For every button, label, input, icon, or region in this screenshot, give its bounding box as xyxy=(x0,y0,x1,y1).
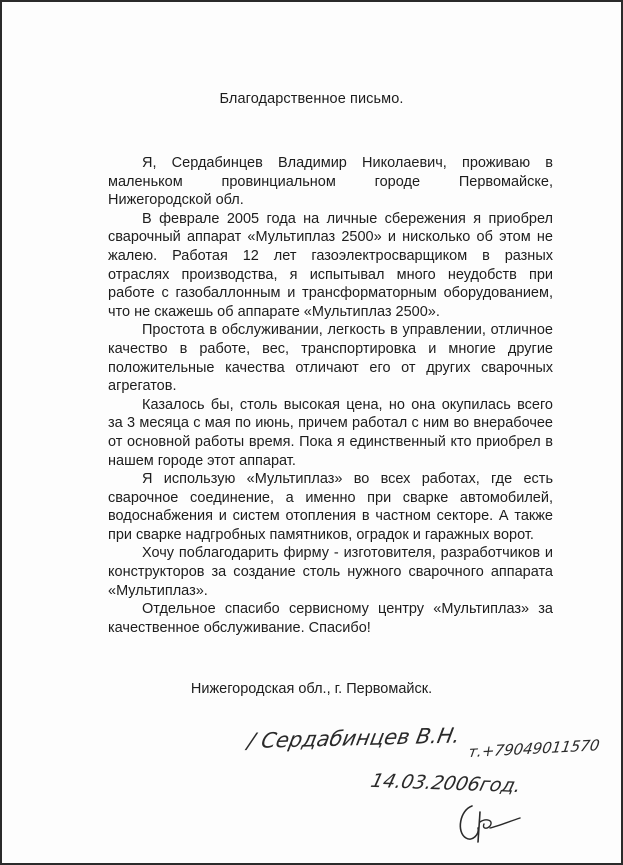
paragraph-purchase: В феврале 2005 года на личные сбережения я приобрел сварочный аппарат «Мультиплаз 2500» и нисколько об этом не жалею. Работая 12 лет газоэлектросварщиком в разных отраслях производства, я испытывал много неудобств при работе с газобаллонным и трансформаторным оборудованием, что не скажешь об аппарате «Мультиплаз 2500». xyxy=(108,210,553,320)
paragraph-intro: Я, Сердабинцев Владимир Николаевич, проживаю в маленьком провинциальном городе Первомайске, Нижегородской обл. xyxy=(108,155,553,209)
handwritten-name: / Сердабинцев В.Н. xyxy=(245,723,463,754)
paragraph-thanks: Хочу поблагодарить фирму - изготовителя, разработчиков и конструкторов за создание столь нужного сварочного аппарата «Мультиплаз». xyxy=(108,545,553,599)
letter-title: Благодарственное письмо. xyxy=(219,91,404,107)
letter-body xyxy=(108,154,553,637)
handwritten-phone: т.+79049011570 xyxy=(467,736,601,762)
letter-place: Нижегородская обл., г. Первомайск. xyxy=(190,681,433,697)
paragraph-advantages: Простота в обслуживании, легкость в управлении, отличное качество в работе, вес, транспортировка и многие другие положительные качества отличают его от других сварочных агрегатов. xyxy=(108,322,553,395)
handwritten-date: 14.03.2006год. xyxy=(368,770,524,798)
paragraph-usage: Я использую «Мультиплаз» во всех работах, где есть сварочное соединение, а именно при сварке автомобилей, водоснабжения и систем отопления в частном секторе. А также при сварке надгробных памятников, оградок и гаражных ворот. xyxy=(108,471,553,543)
paragraph-payback: Казалось бы, столь высокая цена, но она окупилась всего за 3 месяца с мая по июнь, причем работал с ним во внерабочее от основной работы время. Пока я единственный кто приобрел в нашем городе этот аппарат. xyxy=(108,396,553,469)
signature-mark xyxy=(450,792,530,852)
paragraph-service-thanks: Отдельное спасибо сервисному центру «Мультиплаз» за качественное обслуживание. Спасибо! xyxy=(108,601,553,636)
